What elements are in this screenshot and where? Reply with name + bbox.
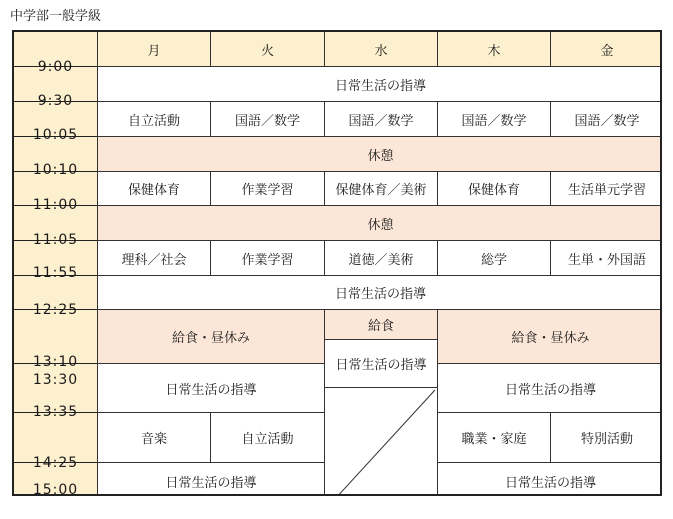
timetable	[12, 30, 662, 496]
time-label: 13:10	[32, 354, 79, 370]
class-cell: 保健体育	[97, 171, 211, 206]
diagonal-line	[325, 388, 439, 496]
class-cell: 国語／数学	[437, 101, 551, 137]
daily-life-guidance-cell: 日常生活の指導	[97, 363, 325, 413]
day-header-fri: 金	[550, 31, 662, 67]
daily-life-guidance-cell: 日常生活の指導	[437, 462, 662, 496]
class-cell: 作業学習	[210, 171, 325, 206]
break-row: 休憩	[97, 136, 662, 172]
class-cell: 国語／数学	[550, 101, 662, 137]
day-header-thu: 木	[437, 31, 551, 67]
class-cell: 保健体育／美術	[324, 171, 438, 206]
time-label: 13:30	[32, 372, 79, 388]
class-cell: 国語／数学	[324, 101, 438, 137]
class-cell: 国語／数学	[210, 101, 325, 137]
empty-slot	[324, 387, 438, 496]
lunch-break-cell: 給食・昼休み	[437, 309, 662, 364]
time-label: 11:00	[32, 197, 79, 213]
daily-life-guidance-row: 日常生活の指導	[97, 275, 662, 310]
class-cell: 理科／社会	[97, 240, 211, 276]
lunch-break-cell: 給食・昼休み	[97, 309, 325, 364]
time-label: 10:10	[32, 162, 79, 178]
class-cell: 特別活動	[550, 412, 662, 463]
class-cell: 作業学習	[210, 240, 325, 276]
day-header-mon: 月	[97, 31, 211, 67]
daily-life-guidance-row: 日常生活の指導	[97, 66, 662, 102]
time-label: 9:30	[37, 93, 74, 109]
daily-life-guidance-cell: 日常生活の指導	[324, 339, 438, 388]
class-cell: 総学	[437, 240, 551, 276]
class-cell: 生単・外国語	[550, 240, 662, 276]
day-header-wed: 水	[324, 31, 438, 67]
lunch-cell: 給食	[324, 309, 438, 340]
class-cell: 保健体育	[437, 171, 551, 206]
time-label: 9:00	[37, 59, 74, 75]
daily-life-guidance-cell: 日常生活の指導	[97, 462, 325, 496]
class-cell: 生活単元学習	[550, 171, 662, 206]
class-cell: 道徳／美術	[324, 240, 438, 276]
daily-life-guidance-cell: 日常生活の指導	[437, 363, 662, 413]
class-cell: 自立活動	[97, 101, 211, 137]
time-label: 11:55	[32, 265, 79, 281]
page-title: 中学部一般学級	[10, 9, 102, 24]
time-label: 13:35	[32, 404, 79, 420]
class-cell: 職業・家庭	[437, 412, 551, 463]
break-row: 休憩	[97, 205, 662, 241]
time-label: 10:05	[32, 127, 79, 143]
time-label: 12:25	[32, 302, 79, 318]
class-cell: 自立活動	[210, 412, 325, 463]
time-label: 11:05	[32, 232, 79, 248]
time-label: 14:25	[32, 455, 79, 471]
class-cell: 音楽	[97, 412, 211, 463]
day-header-tue: 火	[210, 31, 325, 67]
time-label: 15:00	[32, 482, 79, 496]
